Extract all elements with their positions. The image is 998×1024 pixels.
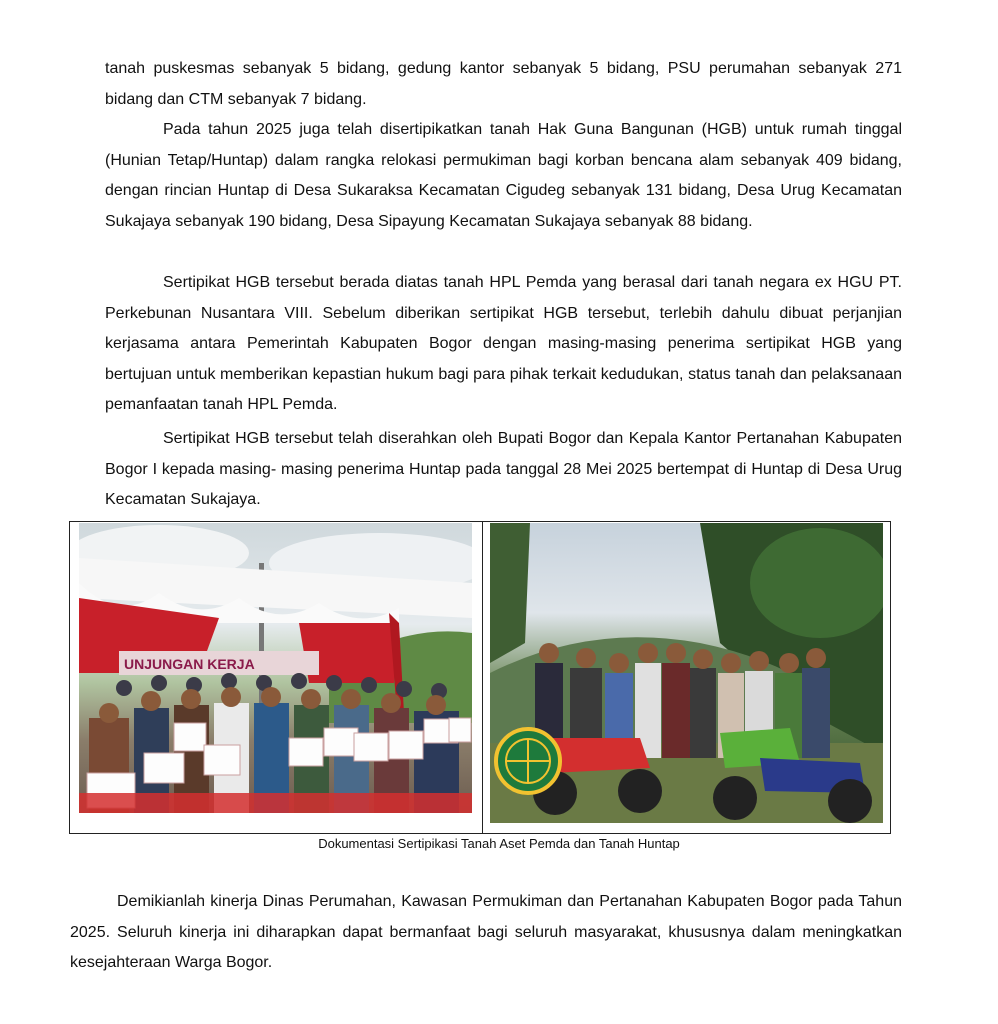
figure-caption: Dokumentasi Sertipikasi Tanah Aset Pemda dan Tanah Huntap — [318, 836, 680, 851]
photo-divider — [482, 522, 483, 833]
bpn-logo-icon — [496, 729, 560, 793]
paragraph-5: Demikianlah kinerja Dinas Perumahan, Kawasan Permukiman dan Pertanahan Kabupaten Bogor pada Tahun 2025. Seluruh kinerja ini diharapkan dapat bermanfaat bagi seluruh masyarakat, khususnya dalam meningkatkan kesejahteraan Warga Bogor. — [70, 893, 902, 971]
paragraph-2: Pada tahun 2025 juga telah disertipikatkan tanah Hak Guna Bangunan (HGB) untuk rumah tinggal (Hunian Tetap/Huntap) dalam rangka relokasi permukiman bagi korban bencana alam sebanyak 409 bidang, dengan rincian Huntap di Desa Sukaraksa Kecamatan Cigudeg sebanyak 131 bidang, Desa Urug Kecamatan Sukajaya sebanyak 190 bidang, Desa Sipayung Kecamatan Sukajaya sebanyak 88 bidang. — [105, 121, 902, 230]
photo-frame — [69, 521, 891, 834]
banner-text: UNJUNGAN KERJA — [124, 656, 255, 672]
photo-certificate-handover — [79, 523, 472, 813]
paragraph-1: tanah puskesmas sebanyak 5 bidang, gedung kantor sebanyak 5 bidang, PSU perumahan sebanyak 271 bidang dan CTM sebanyak 7 bidang. — [105, 60, 902, 108]
photo-huntap-group — [490, 523, 883, 823]
paragraph-3: Sertipikat HGB tersebut berada diatas tanah HPL Pemda yang berasal dari tanah negara ex HGU PT. Perkebunan Nusantara VIII. Sebelum diberikan sertipikat HGB tersebut, terlebih dahulu dibuat perjanjian kerjasama antara Pemerintah Kabupaten Bogor dengan masing-masing penerima sertipikat HGB yang bertujuan untuk memberikan kepastian hukum bagi para pihak terkait kedudukan, status tanah dan pelaksanaan pemanfaatan tanah HPL Pemda. — [105, 274, 902, 413]
paragraph-4: Sertipikat HGB tersebut telah diserahkan oleh Bupati Bogor dan Kepala Kantor Pertanahan Kabupaten Bogor I kepada masing- masing penerima Huntap pada tanggal 28 Mei 2025 bertempat di Huntap di Desa Urug Kecamatan Sukajaya. — [105, 430, 902, 508]
photo-right-illustration — [490, 523, 883, 823]
photo-left-illustration — [79, 523, 472, 813]
